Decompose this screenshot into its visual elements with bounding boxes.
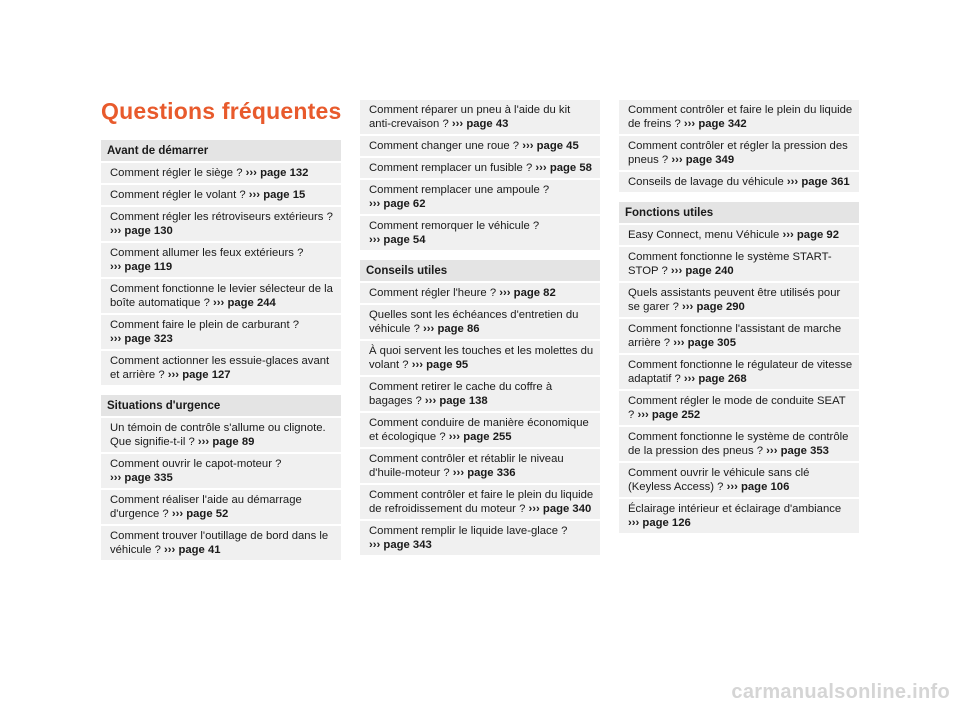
faq-item [360,136,600,156]
column-3 [619,100,859,535]
faq-question: Comment remplir le liquide lave-glace ? [369,525,568,537]
faq-item [360,449,600,483]
faq-item [101,207,341,241]
page-link[interactable]: ››› page 290 [682,301,745,313]
page-link[interactable]: ››› page 58 [535,162,592,174]
page-link[interactable]: ››› page 323 [110,333,173,345]
faq-question: Comment régler le mode de conduite SEAT ? [628,395,846,421]
faq-question: Quels assistants peuvent être utilisés pour se garer ? [628,287,841,313]
page-link[interactable]: ››› page 349 [671,154,735,166]
page-link[interactable]: ››› page 340 [528,503,592,515]
faq-question: Comment faire le plein de carburant ? [110,319,300,331]
column-1 [101,140,341,562]
faq-item [360,377,600,411]
faq-item [619,283,859,317]
page-title: Questions fréquentes [101,98,342,124]
faq-item [619,247,859,281]
page-link[interactable]: ››› page 335 [110,472,173,484]
faq-item [101,163,341,183]
faq-question: Comment régler les rétroviseurs extérieurs ? [110,211,333,223]
page-link[interactable]: ››› page 138 [424,395,488,407]
faq-question: Comment fonctionne le système START-STOP ? [628,251,832,277]
page-link[interactable]: ››› page 52 [171,508,229,520]
faq-question: Éclairage intérieur et éclairage d'ambiance [628,503,842,515]
faq-item [360,305,600,339]
page-link[interactable]: ››› page 305 [673,337,736,349]
faq-question: Comment ouvrir le véhicule sans clé (Keyless Access) ? [628,467,810,493]
faq-item [619,225,859,245]
section-header: Fonctions utiles [619,202,859,223]
faq-question: Comment allumer les feux extérieurs ? [110,247,304,259]
faq-question: Comment remplacer une ampoule ? [369,184,550,196]
faq-question: Comment fonctionne le régulateur de vitesse adaptatif ? [628,359,853,385]
faq-question: Comment régler le siège ? [110,167,243,179]
faq-question: Comment contrôler et faire le plein du liquide de freins ? [628,104,853,130]
page-link[interactable]: ››› page 268 [683,373,747,385]
faq-item [619,391,859,425]
page-link[interactable]: ››› page 62 [369,198,426,210]
faq-question: Comment contrôler et rétablir le niveau d'huile-moteur ? [369,453,564,479]
faq-item [101,185,341,205]
faq-question: Conseils de lavage du véhicule [628,176,784,188]
page-link[interactable]: ››› page 126 [628,517,691,529]
faq-item [360,341,600,375]
faq-question: Comment remplacer un fusible ? [369,162,533,174]
faq-item [360,485,600,519]
faq-item [360,158,600,178]
faq-item [360,413,600,447]
faq-question: Comment régler le volant ? [110,189,246,201]
faq-question: Comment remorquer le véhicule ? [369,220,540,232]
faq-question: Comment contrôler et régler la pression des pneus ? [628,140,848,166]
faq-question: Comment retirer le cache du coffre à bagages ? [369,381,553,407]
faq-item [360,100,600,134]
faq-question: Easy Connect, menu Véhicule [628,229,780,241]
faq-item [101,454,341,488]
page-link[interactable]: ››› page 353 [766,445,829,457]
faq-item [360,216,600,250]
page-link[interactable]: ››› page 95 [411,359,469,371]
faq-item [101,351,341,385]
faq-item [619,499,859,533]
page-link[interactable]: ››› page 45 [522,140,579,152]
faq-item [619,355,859,389]
faq-question: Comment changer une roue ? [369,140,520,152]
faq-item [619,463,859,497]
faq-item [619,319,859,353]
faq-question: Comment réparer un pneu à l'aide du kit anti-crevaison ? [369,104,571,130]
faq-item [360,521,600,555]
section-gap [360,252,600,260]
faq-item [101,418,341,452]
section-header: Avant de démarrer [101,140,341,161]
faq-question: Comment régler l'heure ? [369,287,497,299]
faq-item [101,315,341,349]
page-link[interactable]: ››› page 240 [670,265,734,277]
faq-question: Comment conduire de manière économique et écologique ? [369,417,589,443]
faq-question: Comment contrôler et faire le plein du liquide de refroidissement du moteur ? [369,489,594,515]
faq-question: Comment fonctionne le système de contrôle de la pression des pneus ? [628,431,849,457]
watermark: carmanualsonline.info [731,681,950,703]
page-link[interactable]: ››› page 86 [423,323,480,335]
faq-item [619,427,859,461]
column-2 [360,100,600,557]
page-link[interactable]: ››› page 82 [499,287,556,299]
section-gap [619,194,859,202]
page-link[interactable]: ››› page 89 [197,436,255,448]
faq-question: Un témoin de contrôle s'allume ou clignote. Que signifie-t-il ? [110,422,326,448]
faq-item [101,526,341,560]
page-link[interactable]: ››› page 343 [369,539,432,551]
faq-item [619,100,859,134]
page-link[interactable]: ››› page 342 [683,118,747,130]
section-header: Conseils utiles [360,260,600,281]
faq-item [360,180,600,214]
faq-question: Comment trouver l'outillage de bord dans le véhicule ? [110,530,329,556]
page-link[interactable]: ››› page 130 [110,225,173,237]
faq-item [101,243,341,277]
faq-question: Comment réaliser l'aide au démarrage d'urgence ? [110,494,302,520]
page-link[interactable]: ››› page 41 [164,544,221,556]
faq-question: Comment actionner les essuie-glaces avant et arrière ? [110,355,330,381]
page-link[interactable]: ››› page 92 [782,229,839,241]
faq-question: Comment fonctionne l'assistant de marche arrière ? [628,323,842,349]
page-link[interactable]: ››› page 361 [786,176,850,188]
faq-question: Comment fonctionne le levier sélecteur de la boîte automatique ? [110,283,333,309]
section-header: Situations d'urgence [101,395,341,416]
faq-question: Quelles sont les échéances d'entretien du véhicule ? [369,309,579,335]
page-link[interactable]: ››› page 43 [451,118,509,130]
page-link[interactable]: ››› page 127 [167,369,231,381]
faq-item [619,172,859,192]
faq-item [619,136,859,170]
faq-question: Comment ouvrir le capot-moteur ? [110,458,282,470]
faq-item [101,279,341,313]
page-link[interactable]: ››› page 244 [213,297,276,309]
page-link[interactable]: ››› page 106 [726,481,790,493]
page-link[interactable]: ››› page 132 [245,167,309,179]
page-link[interactable]: ››› page 255 [448,431,512,443]
page-link[interactable]: ››› page 119 [110,261,173,273]
faq-item [360,283,600,303]
faq-item [101,490,341,524]
page-link[interactable]: ››› page 252 [637,409,701,421]
page-link[interactable]: ››› page 15 [248,189,306,201]
page-link[interactable]: ››› page 336 [452,467,516,479]
faq-question: À quoi servent les touches et les molettes du volant ? [369,345,594,371]
section-gap [101,387,341,395]
page-link[interactable]: ››› page 54 [369,234,426,246]
